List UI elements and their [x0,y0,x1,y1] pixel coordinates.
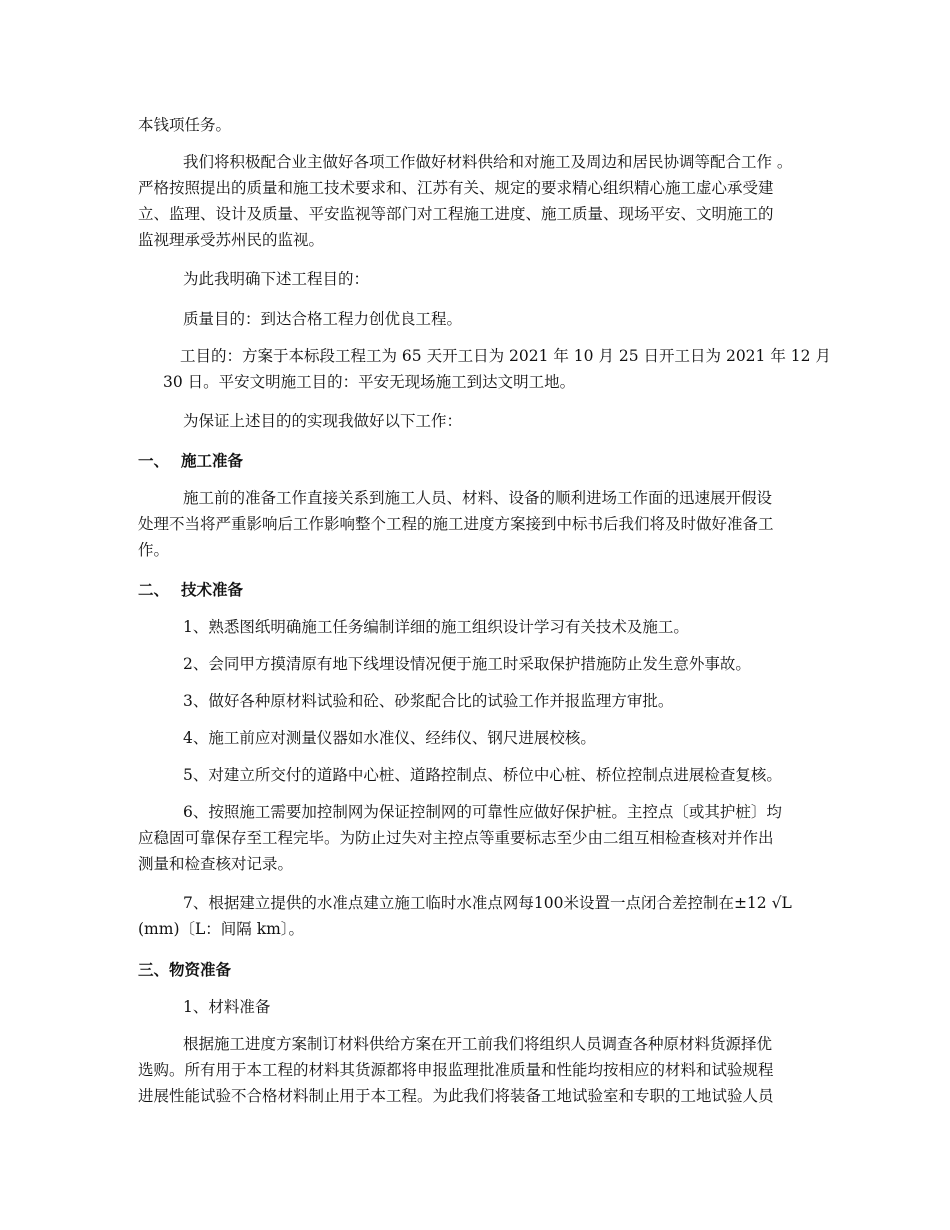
list-item-tech-7 [138,890,818,942]
paragraph-continuation [138,112,818,138]
list-item-tech-1 [183,614,863,640]
text-line: 本钱项任务。 [138,116,232,134]
text-line: 1、材料准备 [183,998,271,1016]
text-line: 1、熟悉图纸明确施工任务编制详细的施工组织设计学习有关技术及施工。 [183,618,689,636]
text-line: 严格按照提出的质量和施工技术要求和、江苏有关、规定的要求精心组织精心施工虚心承受建 [138,179,774,197]
text-line: 测量和检查核对记录。 [138,855,294,873]
text-line: 立、监理、设计及质量、平安监视等部门对工程施工进度、施工质量、现场平安、文明施工的 [138,205,774,223]
text-line: 施工前的准备工作直接关系到施工人员、材料、设备的顺利进场工作面的迅速展开假设 [183,489,773,507]
paragraph-schedule-goal [163,343,860,395]
heading-title: 三、物资准备 [138,961,232,979]
text-line: 5、对建立所交付的道路中心桩、道路控制点、桥位中心桩、桥位控制点进展检查复核。 [183,766,782,784]
paragraph-quality-goal [183,306,863,332]
text-line: 为保证上述目的的实现我做好以下工作： [183,412,463,430]
heading-title: 技术准备 [181,581,244,599]
text-line: 应稳固可靠保存至工程完毕。为防止过失对主控点等重要标志至少由二组互相检查核对并作出 [138,829,774,847]
text-line: 2、会同甲方摸清原有地下线埋设情况便于施工时采取保护措施防止发生意外事故。 [183,655,751,673]
text-line: 4、施工前应对测量仪器如水准仪、经纬仪、钢尺进展校核。 [183,729,596,747]
list-item-tech-2 [183,651,863,677]
text-line: 选购。所有用于本工程的材料其货源都将申报监理批准质量和性能均按相应的材料和试验规程 [138,1061,774,1079]
text-line: (mm)〔L：间隔 km〕。 [138,920,305,938]
list-item-tech-6 [138,799,818,877]
paragraph-prep-description [138,485,818,563]
text-line: 质量目的：到达合格工程力创优良工程。 [183,310,463,328]
text-line: 3、做好各种原材料试验和砼、砂浆配合比的试验工作并报监理方审批。 [183,692,674,710]
heading-number: 二、 [138,581,170,599]
paragraph-material-supply [138,1031,818,1109]
text-line: 7、根据建立提供的水准点建立施工临时水准点网每100米设置一点闭合差控制在±12 √L [183,894,792,912]
heading-number: 一、 [138,452,170,470]
text-line: 监视理承受苏州民的监视。 [138,231,325,249]
text-line: 我们将积极配合业主做好各项工作做好材料供给和对施工及周边和居民协调等配合工作 。 [183,153,793,171]
text-line: 处理不当将严重影响后工作影响整个工程的施工进度方案接到中标书后我们将及时做好准备工 [138,515,774,533]
text-line: 6、按照施工需要加控制网为保证控制网的可靠性应做好保护桩。主控点〔或其护桩〕均 [183,803,782,821]
text-line: 30 日。平安文明施工目的：平安无现场施工到达文明工地。 [163,373,576,391]
text-line: 作。 [138,541,170,559]
list-item-tech-3 [183,688,863,714]
paragraph-goals-intro [183,266,863,292]
text-line: 工目的：方案于本标段工程工为 65 天开工日为 2021 年 10 月 25 日开工日为 2021 年 12 月 [180,347,831,365]
paragraph-work-intro [183,408,863,434]
heading-construction-prep [138,448,243,474]
text-line: 根据施工进度方案制订材料供给方案在开工前我们将组织人员调查各种原材料货源择优 [183,1035,773,1053]
paragraph-cooperation [138,149,818,253]
text-line: 为此我明确下述工程目的： [183,270,370,288]
heading-technical-prep [138,577,243,603]
heading-title: 施工准备 [181,452,244,470]
list-item-tech-4 [183,725,863,751]
list-item-material-1 [183,994,863,1020]
text-line: 进展性能试验不合格材料制止用于本工程。为此我们将装备工地试验室和专职的工地试验人员 [138,1087,774,1105]
heading-material-prep [138,957,231,983]
list-item-tech-5 [183,762,863,788]
